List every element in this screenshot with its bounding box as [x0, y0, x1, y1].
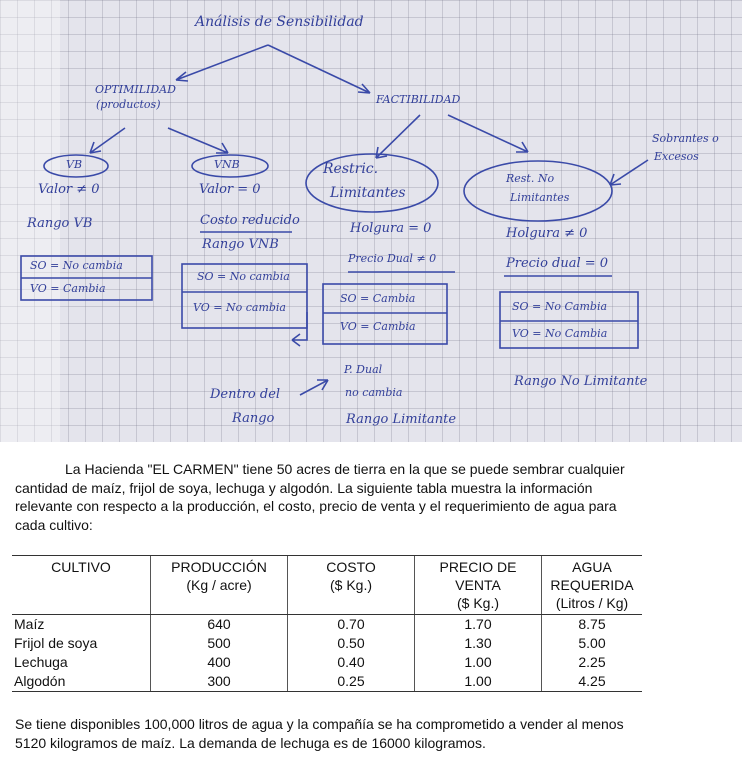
cell-precio: 1.00 [415, 653, 542, 672]
intro-paragraph: La Hacienda "EL CARMEN" tiene 50 acres de tierra en la que se puede sembrar cualquier cantidad de maíz, frijol de soya, lechuga y algodón. La siguiente tabla muestra la información relevante con respecto a la producción, el costo, precio de venta y el requerimiento de agua para cada cultivo: [15, 461, 625, 533]
cell-costo: 0.25 [288, 672, 415, 692]
cell-agua: 8.75 [542, 615, 643, 635]
rango-limitante: Rango Limitante [346, 412, 457, 427]
holgura-cero: Holgura = 0 [350, 221, 432, 236]
header-agua: AGUA REQUERIDA (Litros / Kg) [542, 556, 643, 615]
arrow-sobrantes [610, 160, 648, 185]
arrow-to-vnb [168, 128, 228, 153]
no-cambia: no cambia [345, 386, 403, 399]
cell-produccion: 300 [151, 672, 288, 692]
cell-produccion: 500 [151, 634, 288, 653]
rango-no-limitante: Rango No Limitante [514, 374, 648, 389]
cell-produccion: 400 [151, 653, 288, 672]
holgura-distinto: Holgura ≠ 0 [506, 226, 588, 241]
table-header-row [12, 556, 642, 615]
header-precio-venta: PRECIO DE VENTA ($ Kg.) [415, 556, 542, 615]
arrow-to-rest-no [448, 115, 528, 152]
lim-box-vo: VO = Cambia [340, 320, 416, 333]
cell-cultivo: Algodón [12, 672, 151, 692]
vb-valor: Valor ≠ 0 [38, 182, 100, 197]
restric-label: Restric. [323, 161, 379, 177]
closing-paragraph: Se tiene disponibles 100,000 litros de agua y la compañía se ha comprometido a vender al menos 5120 kilogramos de maíz. La demanda de lechuga es de 16000 kilogramos. [15, 716, 624, 751]
cell-cultivo: Lechuga [14, 654, 68, 670]
precio-dual-cero: Precio dual = 0 [506, 256, 609, 271]
arrow-to-optimalidad [176, 45, 268, 81]
lim-box-so: SO = Cambia [340, 292, 416, 305]
header-produccion: PRODUCCIÓN (Kg / acre) [151, 556, 288, 615]
arrow-dentro-rango [300, 380, 328, 395]
cell-agua: 5.00 [542, 634, 643, 653]
vb-box-vo: VO = Cambia [30, 282, 106, 295]
arrow-to-factibilidad [268, 45, 370, 93]
optimalidad-label: OPTIMILIDAD [95, 83, 176, 96]
dentro-del: Dentro del [210, 387, 281, 402]
cell-cultivo: Maíz [14, 616, 45, 632]
rango-label: Rango [232, 411, 275, 426]
header-costo: COSTO ($ Kg.) [288, 556, 415, 615]
table-row [12, 615, 642, 635]
no-limitantes-label: Limitantes [510, 191, 570, 204]
arrow-to-vb [90, 128, 125, 153]
arrow-vnb-box [292, 312, 307, 346]
vb-label: VB [66, 158, 83, 171]
vnb-box-vo: VO = No cambia [193, 301, 286, 314]
nolim-box-so: SO = No Cambia [512, 300, 608, 313]
cell-precio: 1.00 [415, 672, 542, 692]
precio-dual-distinto: Precio Dual ≠ 0 [348, 252, 437, 265]
rango-vnb: Rango VNB [202, 237, 279, 252]
cell-cultivo: Frijol de soya [14, 635, 98, 651]
cell-costo: 0.70 [288, 615, 415, 635]
vnb-box-so: SO = No cambia [197, 270, 290, 283]
productos-label: (productos) [96, 98, 161, 111]
cell-agua: 4.25 [542, 672, 643, 692]
problem-document [0, 442, 742, 772]
nolim-box-vo: VO = No Cambia [512, 327, 608, 340]
crop-table [12, 555, 642, 692]
notes-title: Análisis de Sensibilidad [195, 14, 364, 30]
vb-box-so: SO = No cambia [30, 259, 123, 272]
header-cultivo: CULTIVO [12, 556, 151, 615]
costo-reducido: Costo reducido [200, 213, 300, 228]
cell-produccion: 640 [151, 615, 288, 635]
table-row [12, 672, 642, 692]
cell-precio: 1.30 [415, 634, 542, 653]
cell-agua: 2.25 [542, 653, 643, 672]
sobrantes-label: Sobrantes o [652, 132, 719, 145]
rest-no-label: Rest. No [506, 172, 555, 185]
vnb-valor: Valor = 0 [199, 182, 261, 197]
arrow-to-restric [376, 115, 420, 158]
rango-vb: Rango VB [27, 216, 93, 231]
cell-costo: 0.40 [288, 653, 415, 672]
vnb-label: VNB [214, 158, 240, 171]
cell-costo: 0.50 [288, 634, 415, 653]
factibilidad-label: FACTIBILIDAD [376, 93, 461, 106]
limitantes-label: Limitantes [330, 185, 406, 201]
p-dual: P. Dual [344, 363, 383, 376]
excesos-label: Excesos [654, 150, 699, 163]
table-row [12, 634, 642, 653]
table-row [12, 653, 642, 672]
cell-precio: 1.70 [415, 615, 542, 635]
